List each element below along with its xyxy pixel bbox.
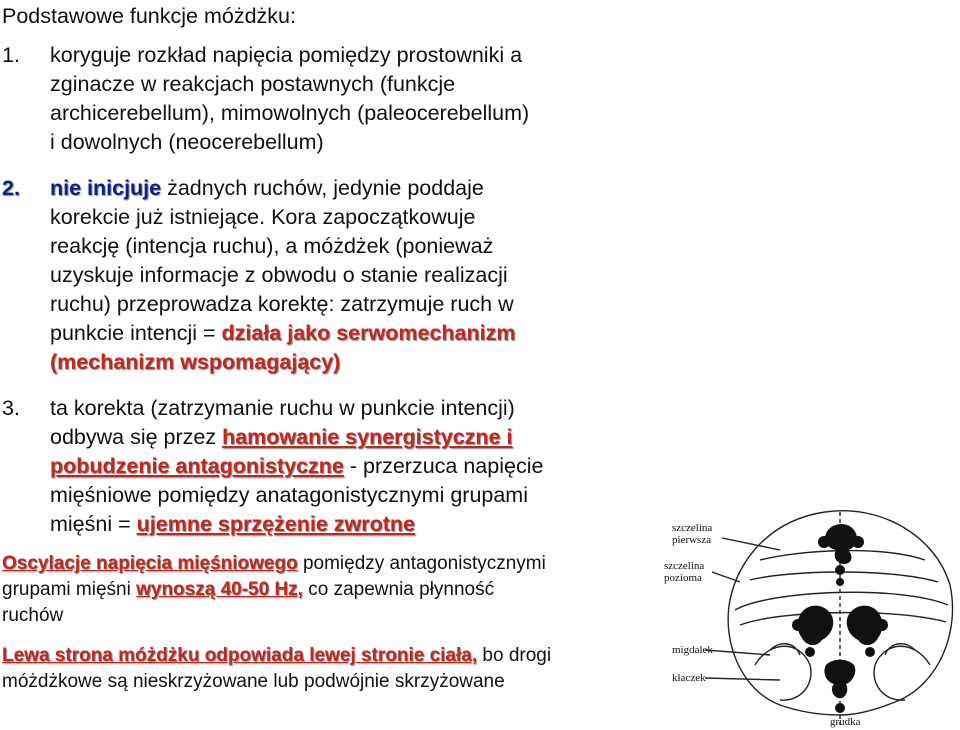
item-3-highlight-feedback: ujemne sprzężenie zwrotne xyxy=(136,512,416,536)
item-2-line-3: reakcję (intencja ruchu), a móżdżek (ponieważ xyxy=(50,234,494,258)
osc-line-1-rest: pomiędzy antagonistycznymi xyxy=(297,553,546,574)
osc-highlight-frequency: wynoszą 40-50 Hz, xyxy=(136,579,303,600)
side-line-2: móżdżkowe są nieskrzyżowane lub podwójnie skrzyżowane xyxy=(2,671,505,692)
label-horizontal-fissure-2: pozioma xyxy=(664,572,702,584)
osc-line-2-text: grupami mięśni xyxy=(2,579,137,600)
item-2-line-5: ruchu) przeprowadza korektę: zatrzymuje ruch w xyxy=(50,292,514,316)
item-3-line-1: ta korekta (zatrzymanie ruchu w punkcie intencji) xyxy=(50,396,515,420)
osc-line-1 xyxy=(2,551,546,577)
item-3-number: 3. xyxy=(2,396,20,420)
osc-highlight-oscillation: Oscylacje napięcia mięśniowego xyxy=(2,553,298,574)
item-3-line-4: mięśniowe pomiędzy anatagonistycznymi grupami xyxy=(50,483,528,507)
item-2-highlight-mechanism: (mechanizm wspomagający) xyxy=(50,350,341,374)
label-nodule: grudka xyxy=(830,716,861,728)
item-3-line-2 xyxy=(50,423,512,452)
item-2-line-2: korekcie już istniejące. Kora zapoczątkowuje xyxy=(50,205,476,229)
item-1-number: 1. xyxy=(2,43,20,67)
item-3-highlight-excitation: pobudzenie antagonistyczne xyxy=(50,454,344,478)
label-flocculus: kłaczek xyxy=(672,672,706,684)
label-tonsil: migdałek xyxy=(672,644,713,656)
osc-line-3: ruchów xyxy=(2,605,64,626)
item-1-line-1: koryguje rozkład napięcia pomiędzy prostowniki a xyxy=(50,43,523,67)
osc-line-2-rest: co zapewnia płynność xyxy=(302,579,495,600)
item-3-line-3-rest: - przerzuca napięcie xyxy=(343,454,544,478)
osc-line-2 xyxy=(2,577,494,603)
item-3-line-5-text: mięśni = xyxy=(50,512,137,536)
item-1-line-3: archicerebellum), mimowolnych (paleocerebellum) xyxy=(50,101,530,125)
label-primary-fissure-2: pierwsza xyxy=(672,534,712,546)
item-2-line-6-text: punkcie intencji = xyxy=(50,321,222,345)
side-line-1 xyxy=(2,643,551,669)
item-3-line-2-text: odbywa się przez xyxy=(50,425,223,449)
side-line-1-rest: bo drogi xyxy=(477,645,552,666)
item-3-highlight-inhibition: hamowanie synergistyczne i xyxy=(222,425,513,449)
item-2-highlight-servo: działa jako serwomechanizm xyxy=(221,321,516,345)
label-primary-fissure-1: szczelina xyxy=(672,522,713,534)
page-heading: Podstawowe funkcje móżdżku: xyxy=(2,4,296,28)
label-horizontal-fissure-1: szczelina xyxy=(664,560,705,572)
item-2-line-4: uzyskuje informacje z obwodu o stanie realizacji xyxy=(50,263,508,287)
item-3-line-3 xyxy=(50,452,543,481)
item-2-line-1-rest: żadnych ruchów, jedynie poddaje xyxy=(161,176,484,200)
item-2-number: 2. xyxy=(2,176,20,200)
side-highlight-left: Lewa strona móżdżku odpowiada lewej stronie ciała, xyxy=(2,645,478,666)
item-2-line-1 xyxy=(50,174,484,203)
item-2-line-6 xyxy=(50,319,515,348)
cerebellum-figure xyxy=(660,490,960,728)
item-1-line-4: i dowolnych (neocerebellum) xyxy=(50,130,324,154)
item-1-line-2: zginacze w reakcjach postawnych (funkcje xyxy=(50,72,456,96)
item-3-line-5 xyxy=(50,510,415,539)
item-2-highlight-nie-inicjuje: nie inicjuje xyxy=(50,176,162,200)
